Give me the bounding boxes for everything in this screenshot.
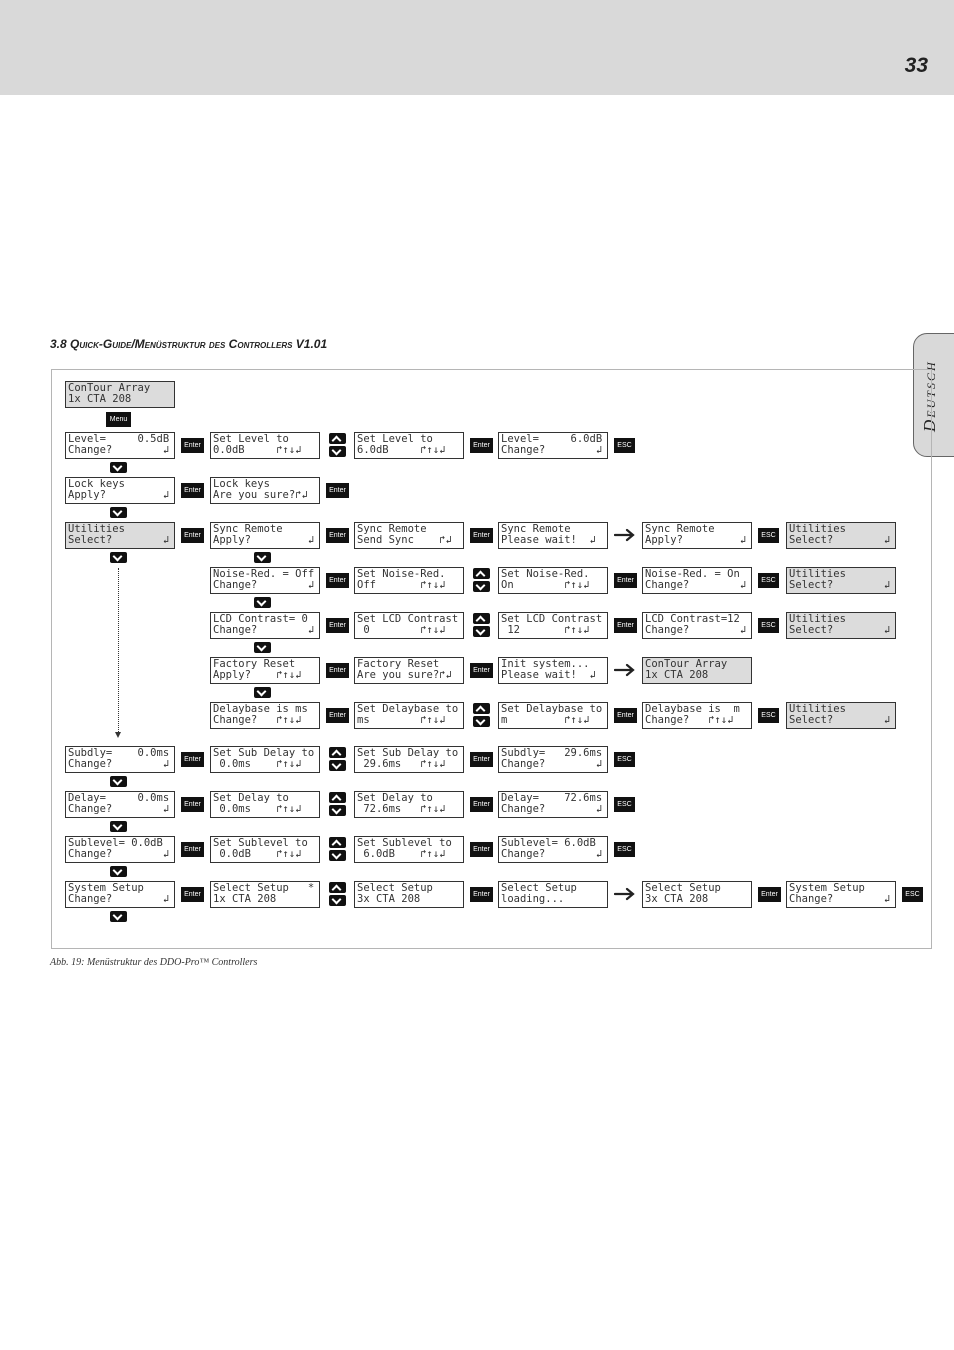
lcd-line-1: Level= 6.0dB — [501, 433, 603, 445]
lcd-line-1: Set LCD Contrast — [501, 613, 603, 625]
lcd-line-2: Change? ↲ — [789, 893, 891, 905]
lcd-line-1: Select Setup — [645, 882, 721, 894]
lcd-screen-util-select-d — [786, 702, 896, 729]
lcd-line-2: Select? ↲ — [68, 534, 170, 546]
enter-button: Enter — [614, 708, 637, 723]
up-key-icon — [473, 613, 490, 624]
down-key-icon — [110, 866, 127, 877]
lcd-screen-delay-set2 — [354, 791, 464, 818]
lcd-line-2: Change? ↲ — [501, 444, 603, 456]
up-down-keys-icon — [329, 747, 346, 772]
lcd-line-1: Delay= 72.6ms — [501, 792, 603, 804]
lcd-screen-level-set1 — [210, 432, 320, 459]
lcd-screen-lcd-set1 — [354, 612, 464, 639]
lcd-screen-delay-set1 — [210, 791, 320, 818]
lcd-screen-sync-apply — [210, 522, 320, 549]
flow-arrow-icon — [614, 887, 636, 901]
up-key-icon — [473, 568, 490, 579]
lcd-screen-factory-init — [498, 657, 608, 684]
lcd-line-1: Sync Remote — [213, 523, 283, 535]
enter-button: Enter — [614, 618, 637, 633]
header-band — [0, 0, 954, 95]
lcd-line-1: Set Delay to — [357, 792, 433, 804]
lcd-screen-setup-change — [65, 881, 175, 908]
lcd-line-1: Select Setup — [501, 882, 577, 894]
lcd-screen-sync-wait — [498, 522, 608, 549]
lcd-line-1: Level= 0.5dB — [68, 433, 170, 445]
lcd-screen-lcd-result — [642, 612, 752, 639]
up-down-keys-icon — [473, 613, 490, 638]
up-down-keys-icon — [329, 837, 346, 862]
enter-button: Enter — [470, 438, 493, 453]
lcd-screen-noise-change — [210, 567, 320, 594]
lcd-screen-start — [65, 381, 175, 408]
enter-button: Enter — [326, 483, 349, 498]
lcd-line-2: On ↱↑↓↲ — [501, 579, 590, 591]
lcd-line-1: ConTour Array — [645, 658, 728, 670]
lcd-screen-setup-result — [786, 881, 896, 908]
down-key-icon — [110, 552, 127, 563]
lcd-line-2: Change? ↲ — [68, 444, 170, 456]
lcd-line-2: Change? ↱↑↓↲ — [645, 714, 734, 726]
down-key-icon — [110, 507, 127, 518]
enter-button: Enter — [181, 438, 204, 453]
lcd-screen-delay-base-set2 — [498, 702, 608, 729]
lcd-screen-delay-base-result — [642, 702, 752, 729]
lcd-line-1: Sync Remote — [357, 523, 427, 535]
enter-button: Enter — [181, 887, 204, 902]
esc-button: ESC — [758, 528, 779, 543]
lcd-line-2: Change? ↲ — [213, 579, 315, 591]
enter-button: Enter — [326, 618, 349, 633]
down-key-icon — [329, 895, 346, 906]
lcd-screen-util-select-c — [786, 612, 896, 639]
lcd-line-2: 0.0dB ↱↑↓↲ — [213, 444, 302, 456]
lcd-line-2: m ↱↑↓↲ — [501, 714, 590, 726]
lcd-line-2: Select? ↲ — [789, 714, 891, 726]
lcd-screen-subdly-set1 — [210, 746, 320, 773]
enter-button: Enter — [470, 842, 493, 857]
up-key-icon — [329, 837, 346, 848]
enter-button: Enter — [181, 483, 204, 498]
down-key-icon — [254, 552, 271, 563]
lcd-line-2: 29.6ms ↱↑↓↲ — [357, 758, 446, 770]
lcd-line-2: 1x CTA 208 — [68, 393, 132, 405]
enter-button: Enter — [181, 842, 204, 857]
enter-button: Enter — [470, 887, 493, 902]
lcd-line-2: 0.0ms ↱↑↓↲ — [213, 803, 302, 815]
lcd-line-2: 0 ↱↑↓↲ — [357, 624, 446, 636]
lcd-screen-setup-loaded — [642, 881, 752, 908]
down-key-icon — [254, 687, 271, 698]
lcd-screen-setup-loading — [498, 881, 608, 908]
lcd-screen-sublevel-change — [65, 836, 175, 863]
lcd-line-2: Send Sync ↱↲ — [357, 534, 452, 546]
lcd-line-1: Set Sublevel to — [213, 837, 308, 849]
lcd-line-1: Delaybase is ms — [213, 703, 308, 715]
up-down-keys-icon — [329, 882, 346, 907]
down-key-icon — [329, 446, 346, 457]
flow-arrow-icon — [614, 528, 636, 542]
lcd-line-2: Change? ↲ — [645, 624, 747, 636]
esc-button: ESC — [758, 708, 779, 723]
enter-button: Enter — [181, 752, 204, 767]
lcd-line-2: 6.0dB ↱↑↓↲ — [357, 444, 446, 456]
lcd-screen-delay-change — [65, 791, 175, 818]
lcd-line-2: Apply? ↲ — [213, 534, 315, 546]
lcd-line-1: Init system... — [501, 658, 590, 670]
enter-button: Enter — [470, 752, 493, 767]
lcd-screen-lcd-set2 — [498, 612, 608, 639]
up-down-keys-icon — [473, 703, 490, 728]
lcd-screen-lock-apply — [65, 477, 175, 504]
lcd-line-2: Please wait! ↲ — [501, 534, 596, 546]
lcd-line-1: Set Noise-Red. — [357, 568, 446, 580]
down-key-icon — [473, 716, 490, 727]
lcd-line-2: Change? ↲ — [645, 579, 747, 591]
flow-arrow-icon — [614, 663, 636, 677]
page-number: 33 — [904, 54, 928, 77]
lcd-screen-delay-result — [498, 791, 608, 818]
lcd-line-1: Delay= 0.0ms — [68, 792, 170, 804]
lcd-screen-sync-send — [354, 522, 464, 549]
lcd-screen-subdly-set2 — [354, 746, 464, 773]
esc-button: ESC — [758, 618, 779, 633]
lcd-line-2: Change? ↲ — [501, 848, 603, 860]
up-key-icon — [329, 747, 346, 758]
lcd-line-2: Are you sure?↱↲ — [213, 489, 308, 501]
lcd-screen-sublevel-set1 — [210, 836, 320, 863]
down-key-icon — [473, 626, 490, 637]
lcd-screen-noise-result — [642, 567, 752, 594]
lcd-line-1: Noise-Red. = On — [645, 568, 740, 580]
lcd-line-2: Please wait! ↲ — [501, 669, 596, 681]
lcd-line-2: Change? ↲ — [68, 758, 170, 770]
enter-button: Enter — [326, 663, 349, 678]
lcd-screen-sync-apply2 — [642, 522, 752, 549]
lcd-line-2: Select? ↲ — [789, 624, 891, 636]
lcd-line-1: Subdly= 0.0ms — [68, 747, 170, 759]
down-key-icon — [329, 850, 346, 861]
lcd-line-2: 1x CTA 208 — [213, 893, 277, 905]
enter-button: Enter — [614, 573, 637, 588]
up-key-icon — [473, 703, 490, 714]
lcd-line-2: 0.0ms ↱↑↓↲ — [213, 758, 302, 770]
enter-button: Enter — [326, 528, 349, 543]
lcd-line-1: Utilities — [789, 523, 846, 535]
lcd-line-1: Utilities — [789, 613, 846, 625]
esc-button: ESC — [614, 797, 635, 812]
menu-button: Menu — [106, 412, 131, 427]
esc-button: ESC — [902, 887, 923, 902]
lcd-line-1: Utilities — [789, 568, 846, 580]
lcd-line-1: Set Sub Delay to — [357, 747, 459, 759]
down-key-icon — [110, 821, 127, 832]
utilities-connector-line — [118, 568, 119, 736]
lcd-line-2: Are you sure?↱↲ — [357, 669, 452, 681]
lcd-screen-lock-confirm — [210, 477, 320, 504]
lcd-line-2: Change? ↲ — [68, 848, 170, 860]
lcd-line-1: Factory Reset — [213, 658, 296, 670]
lcd-screen-setup-select1 — [210, 881, 320, 908]
lcd-line-2: Change? ↲ — [501, 803, 603, 815]
lcd-line-1: Subdly= 29.6ms — [501, 747, 603, 759]
down-key-icon — [473, 581, 490, 592]
lcd-line-1: Sync Remote — [501, 523, 571, 535]
lcd-line-1: Sync Remote — [645, 523, 715, 535]
language-tab-label: Deutsch — [920, 360, 939, 432]
lcd-screen-level-change — [65, 432, 175, 459]
lcd-line-1: LCD Contrast= 0 — [213, 613, 308, 625]
enter-button: Enter — [470, 797, 493, 812]
enter-button: Enter — [181, 797, 204, 812]
lcd-line-2: Apply? ↲ — [645, 534, 747, 546]
lcd-screen-level-set2 — [354, 432, 464, 459]
down-key-icon — [329, 805, 346, 816]
esc-button: ESC — [614, 752, 635, 767]
lcd-line-2: Select? ↲ — [789, 534, 891, 546]
lcd-line-2: Select? ↲ — [789, 579, 891, 591]
enter-button: Enter — [470, 663, 493, 678]
lcd-line-1: Sublevel= 6.0dB — [501, 837, 596, 849]
enter-button: Enter — [326, 573, 349, 588]
down-key-icon — [110, 776, 127, 787]
lcd-line-2: 3x CTA 208 — [357, 893, 421, 905]
lcd-line-1: Set Delaybase to — [357, 703, 459, 715]
enter-button: Enter — [181, 528, 204, 543]
lcd-line-1: System Setup — [68, 882, 144, 894]
lcd-line-1: Noise-Red. = Off — [213, 568, 315, 580]
lcd-screen-sublevel-result — [498, 836, 608, 863]
lcd-line-1: Set Level to — [357, 433, 433, 445]
section-title: 3.8 Quick-Guide/Menüstruktur des Controllers V1.01 — [50, 337, 328, 351]
enter-button: Enter — [470, 528, 493, 543]
lcd-screen-noise-set-off — [354, 567, 464, 594]
down-key-icon — [254, 597, 271, 608]
lcd-line-2: Apply? ↲ — [68, 489, 170, 501]
lcd-line-2: ms ↱↑↓↲ — [357, 714, 446, 726]
up-key-icon — [329, 882, 346, 893]
down-key-icon — [110, 911, 127, 922]
lcd-screen-util-select-b — [786, 567, 896, 594]
lcd-line-1: Set Delaybase to — [501, 703, 603, 715]
down-key-icon — [110, 462, 127, 473]
lcd-line-1: Sublevel= 0.0dB — [68, 837, 163, 849]
figure-caption: Abb. 19: Menüstruktur des DDO-Pro™ Controllers — [50, 957, 258, 968]
lcd-screen-level-result — [498, 432, 608, 459]
up-down-keys-icon — [329, 792, 346, 817]
esc-button: ESC — [614, 438, 635, 453]
lcd-line-2: 1x CTA 208 — [645, 669, 709, 681]
enter-button: Enter — [326, 708, 349, 723]
lcd-screen-delay-base-change — [210, 702, 320, 729]
lcd-line-1: Set Sublevel to — [357, 837, 452, 849]
menu-diagram-frame — [51, 369, 932, 949]
lcd-screen-lcd-change — [210, 612, 320, 639]
lcd-line-2: Change? ↲ — [68, 803, 170, 815]
lcd-line-2: Change? ↲ — [501, 758, 603, 770]
lcd-line-2: 6.0dB ↱↑↓↲ — [357, 848, 446, 860]
lcd-line-1: Utilities — [68, 523, 125, 535]
lcd-line-2: 0.0dB ↱↑↓↲ — [213, 848, 302, 860]
lcd-line-1: Set Delay to — [213, 792, 289, 804]
lcd-line-1: Lock keys — [68, 478, 125, 490]
lcd-screen-util-select — [65, 522, 175, 549]
down-key-icon — [329, 760, 346, 771]
lcd-screen-sublevel-set2 — [354, 836, 464, 863]
up-key-icon — [329, 792, 346, 803]
lcd-line-1: Set Level to — [213, 433, 289, 445]
lcd-line-1: Select Setup — [357, 882, 433, 894]
lcd-screen-factory-apply — [210, 657, 320, 684]
lcd-screen-factory-confirm — [354, 657, 464, 684]
lcd-screen-delay-base-set1 — [354, 702, 464, 729]
lcd-line-1: Set LCD Contrast — [357, 613, 459, 625]
enter-button: Enter — [758, 887, 781, 902]
lcd-line-1: LCD Contrast=12 — [645, 613, 740, 625]
lcd-line-1: System Setup — [789, 882, 865, 894]
lcd-line-2: Change? ↲ — [68, 893, 170, 905]
lcd-screen-noise-set-on — [498, 567, 608, 594]
lcd-line-2: 72.6ms ↱↑↓↲ — [357, 803, 446, 815]
lcd-line-2: 3x CTA 208 — [645, 893, 709, 905]
lcd-line-2: loading... — [501, 893, 565, 905]
lcd-line-1: Lock keys — [213, 478, 270, 490]
lcd-screen-util-select-a — [786, 522, 896, 549]
lcd-line-1: ConTour Array — [68, 382, 151, 394]
utilities-connector-arrowhead — [115, 732, 121, 738]
lcd-screen-factory-result — [642, 657, 752, 684]
esc-button: ESC — [758, 573, 779, 588]
lcd-line-1: Set Sub Delay to — [213, 747, 315, 759]
lcd-line-1: Factory Reset — [357, 658, 440, 670]
lcd-screen-setup-select2 — [354, 881, 464, 908]
lcd-line-2: Change? ↲ — [213, 624, 315, 636]
lcd-line-2: 12 ↱↑↓↲ — [501, 624, 590, 636]
up-down-keys-icon — [329, 433, 346, 458]
lcd-line-1: Delaybase is m — [645, 703, 740, 715]
down-key-icon — [254, 642, 271, 653]
lcd-line-1: Set Noise-Red. — [501, 568, 590, 580]
lcd-line-1: Utilities — [789, 703, 846, 715]
lcd-line-2: Apply? ↱↑↓↲ — [213, 669, 302, 681]
up-down-keys-icon — [473, 568, 490, 593]
lcd-screen-subdly-result — [498, 746, 608, 773]
esc-button: ESC — [614, 842, 635, 857]
up-key-icon — [329, 433, 346, 444]
lcd-line-2: Change? ↱↑↓↲ — [213, 714, 302, 726]
lcd-screen-subdly-change — [65, 746, 175, 773]
lcd-line-2: Off ↱↑↓↲ — [357, 579, 446, 591]
lcd-line-1: Select Setup * — [213, 882, 315, 894]
